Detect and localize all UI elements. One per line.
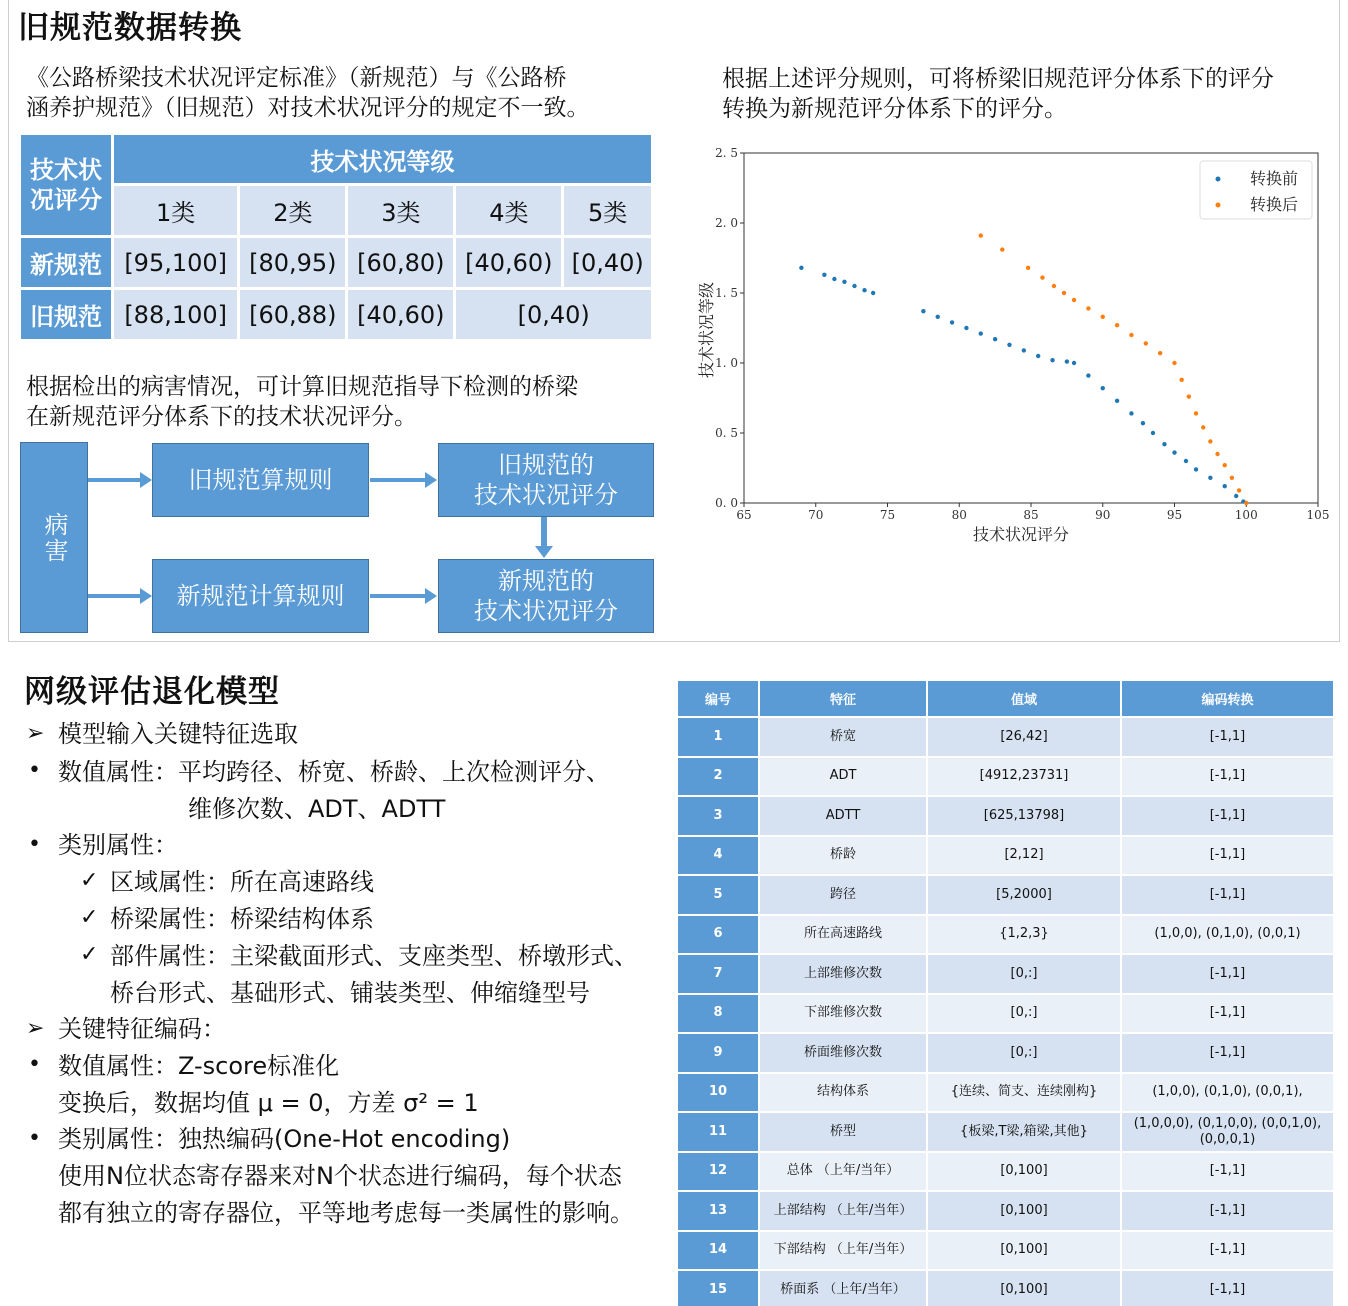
arrow-to-old-rule — [88, 478, 142, 482]
data-point — [1208, 439, 1212, 443]
data-point — [1072, 298, 1076, 302]
row-number: 4 — [677, 836, 759, 876]
row-number: 9 — [677, 1033, 759, 1073]
x-tick-label: 100 — [1234, 508, 1258, 522]
row-code: [-1,1] — [1121, 796, 1334, 836]
data-point — [1141, 421, 1145, 425]
row-feature: 结构体系 — [759, 1073, 927, 1113]
row-range: {1,2,3} — [927, 915, 1121, 955]
list-item: 数值属性：平均跨径、桥宽、桥龄、上次检测评分、 — [58, 758, 610, 786]
list-item: 桥台形式、基础形式、铺装类型、伸缩缝型号 — [110, 979, 590, 1007]
row-range: [0,:] — [927, 954, 1121, 994]
data-point — [1129, 333, 1133, 337]
row-range: [0,100] — [927, 1152, 1121, 1192]
data-point — [1234, 494, 1238, 498]
x-tick-label: 65 — [736, 508, 752, 522]
data-point — [936, 315, 940, 319]
data-point — [1187, 394, 1191, 398]
data-point — [1072, 361, 1076, 365]
data-point — [1101, 315, 1105, 319]
data-point — [1158, 351, 1162, 355]
row-number: 2 — [677, 757, 759, 797]
data-point — [1151, 431, 1155, 435]
row-feature: 上部结构 （上年/当年） — [759, 1191, 927, 1231]
list-item: 维修次数、ADT、ADTT — [188, 795, 446, 823]
calc-line-2: 在新规范评分体系下的技术状况评分。 — [26, 404, 417, 430]
row-range: [26,42] — [927, 717, 1121, 757]
disease-box: 病害 — [20, 442, 88, 633]
x-tick-label: 85 — [1023, 508, 1039, 522]
section-title-conversion: 旧规范数据转换 — [18, 10, 242, 46]
row-feature: 跨径 — [759, 875, 927, 915]
dot-bullet-icon: • — [28, 1126, 41, 1151]
row-range: [0,100] — [927, 1270, 1121, 1306]
row-number: 1 — [677, 717, 759, 757]
row-number: 3 — [677, 796, 759, 836]
x-tick-label: 70 — [808, 508, 824, 522]
class-header: 3类 — [348, 186, 453, 235]
data-point — [871, 291, 875, 295]
row-feature: 桥面维修次数 — [759, 1033, 927, 1073]
data-point — [921, 309, 925, 313]
legend-marker — [1216, 203, 1221, 208]
table-row — [677, 1112, 1334, 1152]
list-item: 使用N位状态寄存器来对N个状态进行编码，每个状态 — [58, 1162, 622, 1190]
row-range: {连续、简支、连续刚构} — [927, 1073, 1121, 1113]
list-item: 桥梁属性：桥梁结构体系 — [110, 905, 374, 933]
header-range: 值域 — [927, 680, 1121, 717]
dot-bullet-icon: • — [28, 758, 41, 783]
arrow-bullet-icon: ➢ — [26, 1016, 45, 1041]
new-score-box — [438, 559, 654, 633]
legend-label: 转换后 — [1250, 195, 1299, 214]
data-point — [1172, 450, 1176, 454]
data-point — [1194, 467, 1198, 471]
old-score-line-2: 技术状况评分 — [474, 481, 618, 509]
list-item: 区域属性：所在高速路线 — [110, 868, 374, 896]
class-header: 4类 — [456, 186, 561, 235]
data-point — [1086, 373, 1090, 377]
row-range: {板梁,T梁,箱梁,其他} — [927, 1112, 1121, 1152]
y-tick-label: 2. 5 — [715, 146, 738, 160]
row-code: [-1,1] — [1121, 954, 1334, 994]
row-number: 5 — [677, 875, 759, 915]
row-code: [-1,1] — [1121, 1152, 1334, 1192]
class-header: 1类 — [114, 186, 237, 235]
row-label-new: 新规范 — [21, 238, 111, 287]
intro-line-2: 涵养护规范》（旧规范）对技术状况评分的规定不一致。 — [26, 95, 590, 121]
row-number: 7 — [677, 954, 759, 994]
data-point — [979, 233, 983, 237]
data-point — [1230, 476, 1234, 480]
feature-table — [676, 679, 1335, 1306]
legend-label: 转换前 — [1250, 169, 1299, 188]
y-tick-label: 1. 0 — [715, 356, 738, 370]
row-code: [-1,1] — [1121, 836, 1334, 876]
old-range: [0,40) — [456, 290, 651, 339]
grade-table — [18, 132, 654, 342]
data-point — [1201, 425, 1205, 429]
row-number: 13 — [677, 1191, 759, 1231]
row-code: (1,0,0,0), (0,1,0,0), (0,0,1,0), (0,0,0,1) — [1121, 1112, 1334, 1152]
arrow-to-old-score — [370, 478, 427, 482]
row-code: [-1,1] — [1121, 1231, 1334, 1271]
list-item: 类别属性：独热编码(One-Hot encoding) — [58, 1125, 511, 1153]
header-feature: 特征 — [759, 680, 927, 717]
row-feature: 桥宽 — [759, 717, 927, 757]
x-tick-label: 95 — [1166, 508, 1183, 522]
class-header: 2类 — [240, 186, 345, 235]
data-point — [862, 288, 866, 292]
data-point — [1052, 284, 1056, 288]
data-point — [979, 331, 983, 335]
new-rule-box: 新规范计算规则 — [152, 559, 369, 633]
data-point — [950, 320, 954, 324]
data-point — [842, 280, 846, 284]
data-point — [1172, 361, 1176, 365]
x-tick-label: 90 — [1095, 508, 1111, 522]
data-point — [1194, 411, 1198, 415]
table-row — [677, 796, 1334, 836]
feature-table-body — [677, 717, 1334, 1306]
table-row — [677, 717, 1334, 757]
row-feature: 下部结构 （上年/当年） — [759, 1231, 927, 1271]
corner-line-2: 况评分 — [30, 186, 102, 214]
row-number: 11 — [677, 1112, 759, 1152]
new-score-line-1: 新规范的 — [498, 567, 594, 595]
row-range: [0,100] — [927, 1191, 1121, 1231]
new-range: [80,95) — [240, 238, 345, 287]
data-point — [1223, 463, 1227, 467]
y-tick-label: 2. 0 — [715, 216, 738, 230]
conversion-line-2: 转换为新规范评分体系下的评分。 — [722, 96, 1067, 122]
row-code: (1,0,0), (0,1,0), (0,0,1) — [1121, 915, 1334, 955]
check-bullet-icon: ✓ — [80, 942, 99, 967]
dot-bullet-icon: • — [28, 832, 41, 857]
row-feature: ADTT — [759, 796, 927, 836]
data-point — [822, 273, 826, 277]
dot-bullet-icon: • — [28, 1052, 41, 1077]
row-range: [2,12] — [927, 836, 1121, 876]
row-number: 8 — [677, 994, 759, 1034]
data-point — [1223, 484, 1227, 488]
row-code: [-1,1] — [1121, 875, 1334, 915]
data-point — [1000, 247, 1004, 251]
data-point — [1115, 399, 1119, 403]
header-no: 编号 — [677, 680, 759, 717]
conversion-line-1: 根据上述评分规则，可将桥梁旧规范评分体系下的评分 — [722, 66, 1274, 92]
row-code: [-1,1] — [1121, 1191, 1334, 1231]
data-point — [1036, 354, 1040, 358]
data-point — [1040, 275, 1044, 279]
row-feature: 上部维修次数 — [759, 954, 927, 994]
table-row — [677, 1152, 1334, 1192]
data-point — [1244, 501, 1248, 505]
list-item: 关键特征编码： — [58, 1015, 226, 1043]
data-point — [1237, 488, 1241, 492]
x-axis-label: 技术状况评分 — [972, 525, 1070, 544]
x-tick-label: 105 — [1306, 508, 1330, 522]
data-point — [1086, 306, 1090, 310]
row-feature: 下部维修次数 — [759, 994, 927, 1034]
new-range: [0,40) — [564, 238, 651, 287]
score-conversion-chart — [692, 140, 1332, 550]
table-row — [677, 1191, 1334, 1231]
row-range: [0,100] — [927, 1231, 1121, 1271]
row-range: [5,2000] — [927, 875, 1121, 915]
arrow-old-to-new-score — [541, 517, 547, 546]
y-axis-label: 技术状况等级 — [697, 281, 716, 379]
row-code: [-1,1] — [1121, 757, 1334, 797]
list-item: 类别属性： — [58, 831, 178, 859]
row-code: [-1,1] — [1121, 717, 1334, 757]
header-code: 编码转换 — [1121, 680, 1334, 717]
row-number: 10 — [677, 1073, 759, 1113]
data-point — [964, 326, 968, 330]
data-point — [1022, 348, 1026, 352]
arrow-bullet-icon: ➢ — [26, 721, 45, 746]
row-feature: 桥龄 — [759, 836, 927, 876]
data-point — [1215, 452, 1219, 456]
list-item: 数值属性：Z-score标准化 — [58, 1052, 340, 1080]
grade-table-corner — [21, 135, 111, 235]
x-tick-label: 80 — [951, 508, 967, 522]
x-tick-label: 75 — [879, 508, 896, 522]
data-point — [1050, 358, 1054, 362]
table-row — [677, 757, 1334, 797]
grade-group-header: 技术状况等级 — [114, 135, 651, 183]
data-point — [1101, 386, 1105, 390]
calc-line-1: 根据检出的病害情况，可计算旧规范指导下检测的桥梁 — [26, 374, 578, 400]
table-row — [677, 1073, 1334, 1113]
table-row — [677, 836, 1334, 876]
list-item: 都有独立的寄存器位，平等地考虑每一类属性的影响。 — [58, 1199, 634, 1227]
old-range: [60,88) — [240, 290, 345, 339]
data-point — [1144, 341, 1148, 345]
row-number: 14 — [677, 1231, 759, 1271]
row-range: [0,:] — [927, 994, 1121, 1034]
row-number: 6 — [677, 915, 759, 955]
row-code: (1,0,0), (0,1,0), (0,0,1), — [1121, 1073, 1334, 1113]
check-bullet-icon: ✓ — [80, 905, 99, 930]
data-point — [1026, 266, 1030, 270]
row-feature: 所在高速路线 — [759, 915, 927, 955]
data-point — [852, 284, 856, 288]
data-point — [1062, 291, 1066, 295]
data-point — [799, 266, 803, 270]
row-range: [625,13798] — [927, 796, 1121, 836]
old-score-box — [438, 443, 654, 517]
new-range: [95,100] — [114, 238, 237, 287]
list-item: 部件属性：主梁截面形式、支座类型、桥墩形式、 — [110, 942, 638, 970]
new-range: [60,80) — [348, 238, 453, 287]
check-bullet-icon: ✓ — [80, 868, 99, 893]
old-rule-box: 旧规范算规则 — [152, 443, 369, 517]
data-point — [1065, 359, 1069, 363]
arrow-to-new-score — [370, 594, 427, 598]
section-title-model: 网级评估退化模型 — [24, 674, 280, 710]
new-score-line-2: 技术状况评分 — [474, 597, 618, 625]
row-code: [-1,1] — [1121, 1270, 1334, 1306]
data-point — [1129, 411, 1133, 415]
intro-text — [26, 63, 666, 123]
table-row — [677, 1231, 1334, 1271]
conversion-text — [722, 64, 1342, 124]
list-item: 模型输入关键特征选取 — [58, 720, 298, 748]
table-row — [677, 875, 1334, 915]
class-header: 5类 — [564, 186, 651, 235]
old-range: [88,100] — [114, 290, 237, 339]
row-code: [-1,1] — [1121, 994, 1334, 1034]
corner-line-1: 技术状 — [30, 156, 102, 184]
row-number: 12 — [677, 1152, 759, 1192]
row-feature: 桥面系 （上年/当年） — [759, 1270, 927, 1306]
old-score-line-1: 旧规范的 — [498, 451, 594, 479]
calc-text — [26, 372, 666, 432]
row-range: [4912,23731] — [927, 757, 1121, 797]
new-range: [40,60) — [456, 238, 561, 287]
data-point — [1115, 323, 1119, 327]
legend-marker — [1216, 177, 1221, 182]
table-row — [677, 1270, 1334, 1306]
row-code: [-1,1] — [1121, 1033, 1334, 1073]
row-feature: 总体 （上年/当年） — [759, 1152, 927, 1192]
row-feature: ADT — [759, 757, 927, 797]
data-point — [1184, 459, 1188, 463]
table-row — [677, 994, 1334, 1034]
data-point — [832, 277, 836, 281]
table-row — [677, 954, 1334, 994]
data-point — [1007, 343, 1011, 347]
list-item: 变换后，数据均值 μ = 0，方差 σ² = 1 — [58, 1089, 479, 1117]
table-row — [677, 915, 1334, 955]
y-tick-label: 1. 5 — [715, 286, 738, 300]
arrow-to-new-rule — [88, 594, 142, 598]
data-point — [993, 337, 997, 341]
data-point — [1179, 378, 1183, 382]
row-number: 15 — [677, 1270, 759, 1306]
row-feature: 桥型 — [759, 1112, 927, 1152]
data-point — [1162, 442, 1166, 446]
y-tick-label: 0. 0 — [715, 496, 738, 510]
y-tick-label: 0. 5 — [715, 426, 738, 440]
intro-line-1: 《公路桥梁技术状况评定标准》（新规范）与《公路桥 — [26, 65, 567, 91]
old-range: [40,60) — [348, 290, 453, 339]
row-label-old: 旧规范 — [21, 290, 111, 339]
row-range: [0,:] — [927, 1033, 1121, 1073]
data-point — [1208, 476, 1212, 480]
table-row — [677, 1033, 1334, 1073]
